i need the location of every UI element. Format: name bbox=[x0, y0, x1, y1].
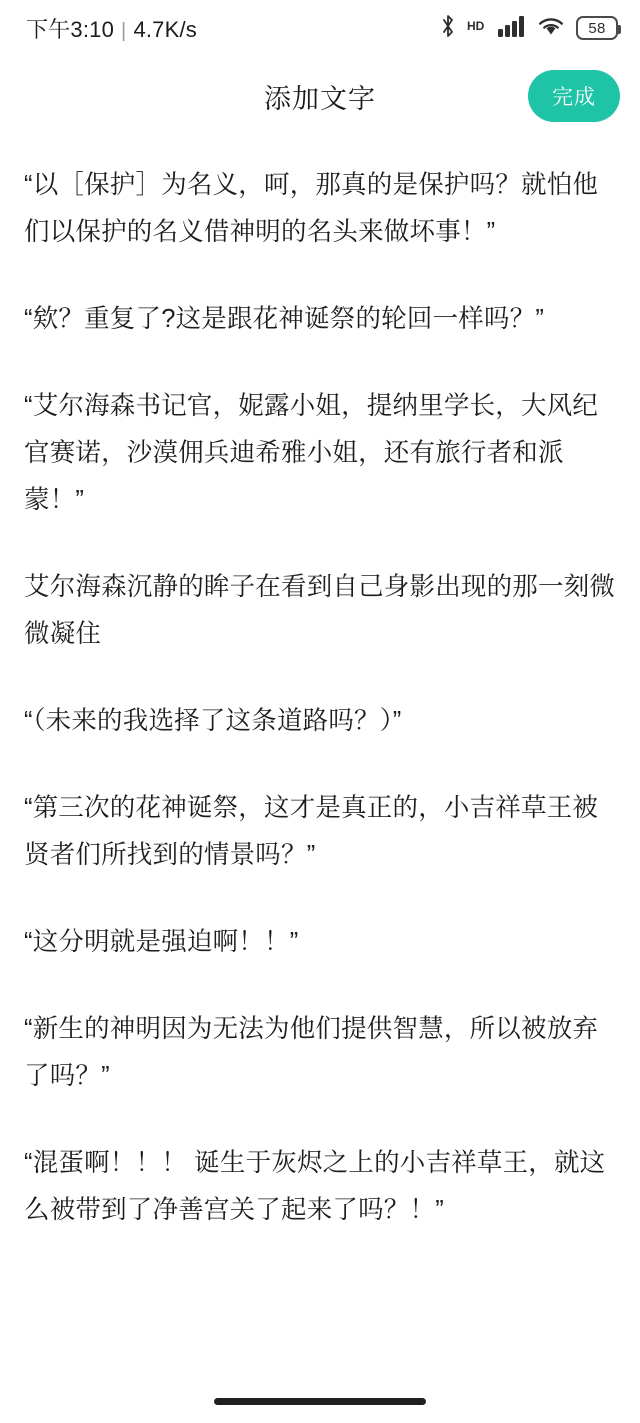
text-paragraph: “欸？重复了?这是跟花神诞祭的轮回一样吗？” bbox=[24, 305, 545, 333]
home-indicator[interactable] bbox=[214, 1398, 426, 1405]
battery-level-text: 58 bbox=[588, 19, 606, 37]
text-paragraph: 艾尔海森沉静的眸子在看到自己身影出现的那一刻微微凝住 bbox=[24, 573, 616, 648]
page-title: 添加文字 bbox=[264, 83, 376, 114]
bluetooth-icon bbox=[440, 14, 456, 43]
wifi-icon bbox=[537, 15, 565, 42]
network-speed-text: 4.7K/s bbox=[133, 16, 198, 42]
hd-icon bbox=[467, 18, 487, 39]
text-paragraph: “艾尔海森书记官，妮露小姐，提纳里学长，大风纪官赛诺，沙漠佣兵迪希雅小姐，还有旅行者和派蒙！” bbox=[24, 392, 599, 514]
status-bar-right bbox=[440, 14, 618, 43]
text-content-area[interactable] bbox=[0, 136, 640, 1234]
status-bar-left bbox=[26, 13, 197, 44]
svg-text:HD: HD bbox=[467, 18, 485, 33]
status-separator: | bbox=[121, 19, 127, 42]
done-button[interactable]: 完成 bbox=[528, 70, 620, 122]
text-paragraph: “新生的神明因为无法为他们提供智慧，所以被放弃了吗？” bbox=[24, 1015, 599, 1090]
text-paragraph: “以［保护］为名义，呵，那真的是保护吗？就怕他们以保护的名义借神明的名头来做坏事！” bbox=[24, 171, 599, 246]
text-paragraph: “混蛋啊！！！ 诞生于灰烬之上的小吉祥草王，就这么被带到了净善宫关了起来了吗？！” bbox=[24, 1149, 606, 1224]
clock-text: 下午3:10 bbox=[26, 16, 115, 42]
text-paragraph: “（未来的我选择了这条道路吗？）” bbox=[24, 707, 402, 735]
app-header bbox=[0, 56, 640, 136]
battery-icon bbox=[576, 16, 618, 40]
status-bar bbox=[0, 0, 640, 56]
text-paragraph: “这分明就是强迫啊！！” bbox=[24, 928, 299, 956]
signal-icon bbox=[498, 15, 526, 42]
text-paragraph: “第三次的花神诞祭，这才是真正的，小吉祥草王被贤者们所找到的情景吗？” bbox=[24, 794, 599, 869]
